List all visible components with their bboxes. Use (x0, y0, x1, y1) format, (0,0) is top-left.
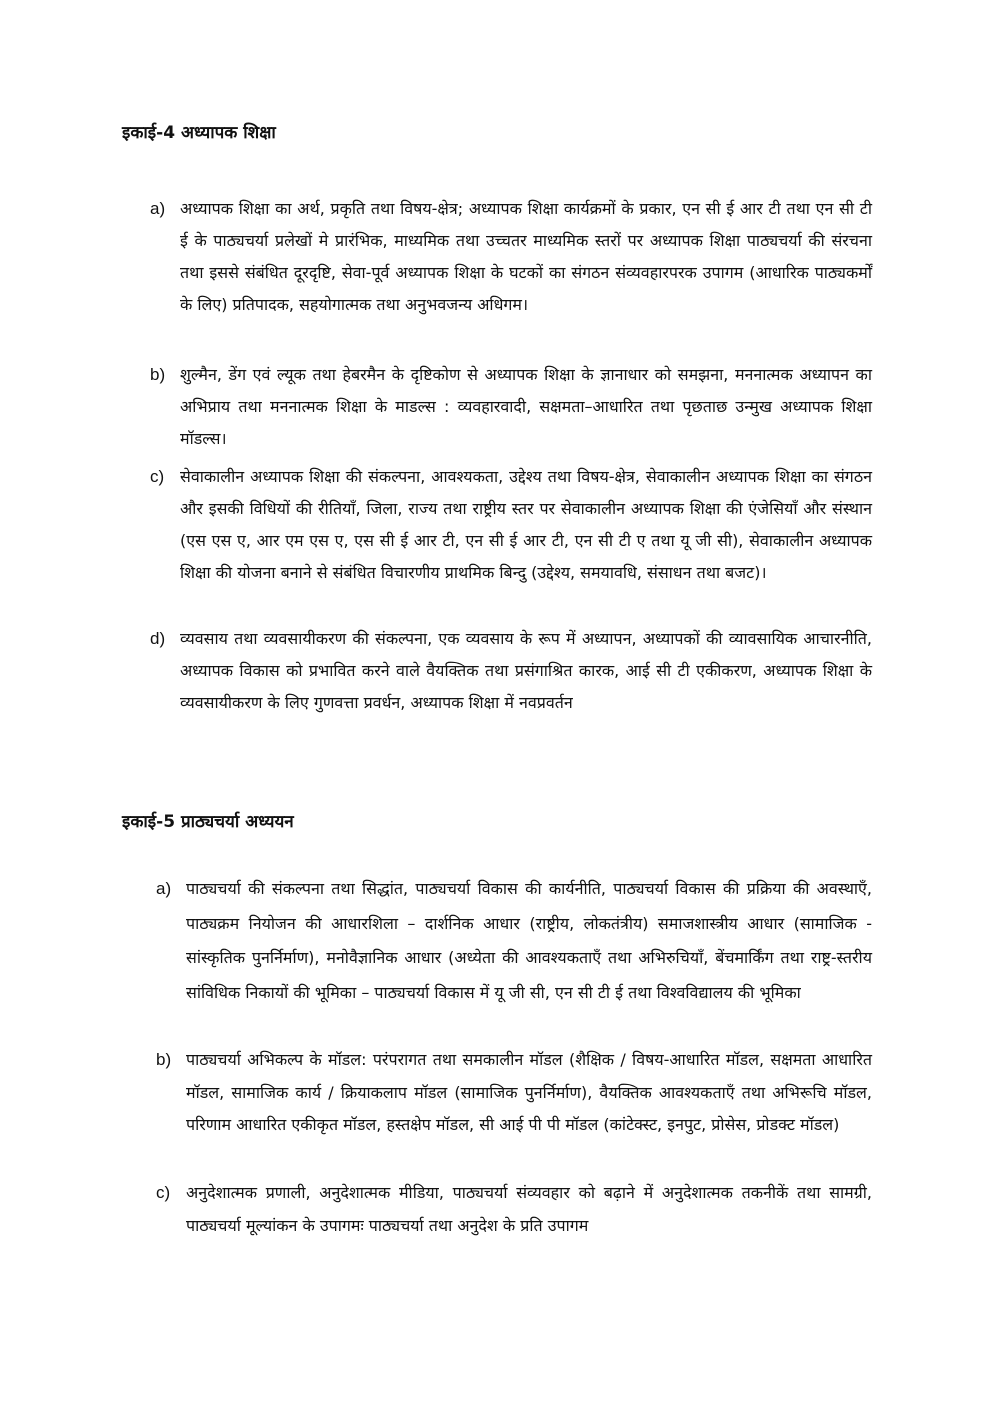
item-marker: a) (156, 879, 172, 898)
item-marker: d) (150, 629, 166, 648)
unit-4-item-d (150, 623, 872, 719)
item-text: व्यवसाय तथा व्यवसायीकरण की संकल्पना, एक व्यवसाय के रूप में अध्यापन, अध्यापकों की व्यावसायिक आचारनीति, अध्यापक विकास को प्रभावित करने वाले वैयक्तिक तथा प्रसंगाश्रित कारक, आई सी टी एकीकरण, अध्यापक शिक्षा के व्यवसायीकरण के लिए गुणवत्ता प्रवर्धन, अध्यापक शिक्षा में नवप्रवर्तन (180, 629, 872, 712)
unit-4-item-c (150, 461, 872, 589)
item-marker: a) (150, 199, 166, 218)
unit-5-item-c (156, 1177, 872, 1242)
item-marker: b) (150, 365, 166, 384)
item-text: पाठ्यचर्या की संकल्पना तथा सिद्धांत, पाठ्यचर्या विकास की कार्यनीति, पाठ्यचर्या विकास की प्रक्रिया की अवस्थाएँ, पाठ्यक्रम नियोजन की आधारशिला – दार्शनिक आधार (राष्ट्रीय, लोकतंत्रीय) समाजशास्त्रीय आधार (सामाजिक - सांस्कृतिक पुनर्निर्माण), मनोवैज्ञानिक आधार (अध्येता की आवश्यकताएँ तथा अभिरुचियाँ, बेंचमार्किंग तथा राष्ट्र-स्तरीय सांविधिक निकायों की भूमिका – पाठ्यचर्या विकास में यू जी सी, एन सी टी ई तथा विश्वविद्यालय की भूमिका (186, 879, 872, 1002)
unit-5-item-b (156, 1044, 872, 1142)
item-marker: b) (156, 1050, 172, 1069)
unit-4-item-a (150, 193, 872, 321)
unit-5-heading: इकाई-5 प्राठ्यचर्या अध्ययन (122, 812, 294, 832)
item-text: सेवाकालीन अध्यापक शिक्षा की संकल्पना, आवश्यकता, उद्देश्य तथा विषय-क्षेत्र, सेवाकालीन अध्यापक शिक्षा का संगठन और इसकी विधियों की रीतियाँ, जिला, राज्य तथा राष्ट्रीय स्तर पर सेवाकालीन अध्यापक शिक्षा की एंजेसियाँ और संस्थान (एस एस ए, आर एम एस ए, एस सी ई आर टी, एन सी ई आर टी, एन सी टी ए तथा यू जी सी), सेवाकालीन अध्यापक शिक्षा की योजना बनाने से संबंधित विचारणीय प्राथमिक बिन्दु (उद्देश्य, समयावधि, संसाधन तथा बजट)। (180, 467, 872, 582)
item-text: शुल्मैन, डेंग एवं ल्यूक तथा हेबरमैन के दृष्टिकोण से अध्यापक शिक्षा के ज्ञानाधार को समझना, मननात्मक अध्यापन का अभिप्राय तथा मननात्मक शिक्षा के माडल्स : व्यवहारवादी, सक्षमता–आधारित तथा पृछताछ उन्मुख अध्यापक शिक्षा मॉडल्स। (180, 365, 872, 448)
item-text: पाठ्यचर्या अभिकल्प के मॉडल: परंपरागत तथा समकालीन मॉडल (शैक्षिक / विषय-आधारित मॉडल, सक्षमता आधारित मॉडल, सामाजिक कार्य / क्रियाकलाप मॉडल (सामाजिक पुनर्निर्माण), वैयक्तिक आवश्यकताएँ तथा अभिरूचि मॉडल, परिणाम आधारित एकीकृत मॉडल, हस्तक्षेप मॉडल, सी आई पी पी मॉडल (कांटेक्स्ट, इनपुट, प्रोसेस, प्रोडक्ट मॉडल) (186, 1050, 872, 1134)
unit-5-item-a (156, 872, 872, 1010)
unit-4-heading: इकाई-4 अध्यापक शिक्षा (122, 123, 276, 143)
item-marker: c) (150, 467, 165, 486)
item-text: अनुदेशात्मक प्रणाली, अनुदेशात्मक मीडिया, पाठ्यचर्या संव्यवहार को बढ़ाने में अनुदेशात्मक तकनीकें तथा सामग्री, पाठ्यचर्या मूल्यांकन के उपागमः पाठ्यचर्या तथा अनुदेश के प्रति उपागम (186, 1183, 872, 1235)
item-text: अध्यापक शिक्षा का अर्थ, प्रकृति तथा विषय-क्षेत्र; अध्यापक शिक्षा कार्यक्रमों के प्रकार, एन सी ई आर टी तथा एन सी टी ई के पाठ्यचर्या प्रलेखों मे प्रारंभिक, माध्यमिक तथा उच्चतर माध्यमिक स्तरों पर अध्यापक शिक्षा पाठ्यचर्या की संरचना तथा इससे संबंधित दूरदृष्टि, सेवा-पूर्व अध्यापक शिक्षा के घटकों का संगठन संव्यवहारपरक उपागम (आधारिक पाठ्यकर्मों के लिए) प्रतिपादक, सहयोगात्मक तथा अनुभवजन्य अधिगम। (180, 199, 872, 314)
unit-4-item-b (150, 359, 872, 455)
item-marker: c) (156, 1183, 171, 1202)
